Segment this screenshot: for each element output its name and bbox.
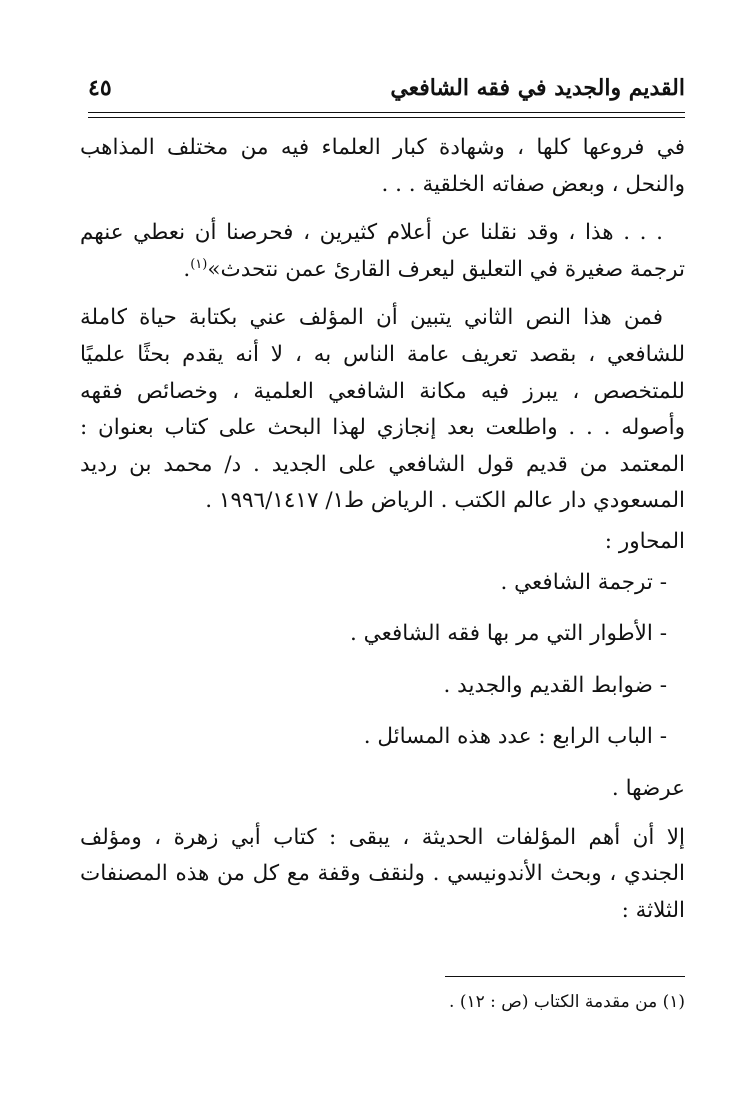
page-body xyxy=(80,130,685,941)
header-rule-bottom xyxy=(88,117,685,118)
header-rule-top xyxy=(88,112,685,113)
page-header xyxy=(88,68,685,108)
list-item: - الأطوار التي مر بها فقه الشافعي . xyxy=(349,621,667,647)
after-list-text: عرضها . xyxy=(611,775,685,801)
footnote-marker: (١) xyxy=(190,256,208,272)
axes-label: المحاور : xyxy=(604,528,685,554)
list-item: - ضوابط القديم والجديد . xyxy=(443,672,667,698)
footnote-separator xyxy=(445,976,685,977)
paragraph-2-text: . . . هذا ، وقد نقلنا عن أعلام كثيرين ، فحرصنا أن نعطي عنهم ترجمة صغيرة في التعليق ليعرف القارئ عمن نتحدث» xyxy=(80,220,685,282)
closing-paragraph: إلا أن أهم المؤلفات الحديثة ، يبقى : كتاب أبي زهرة ، ومؤلف الجندي ، وبحث الأندونيسي . ولنقف وقفة مع كل من هذه المصنفات الثلاثة : xyxy=(80,824,685,923)
paragraph-3: فمن هذا النص الثاني يتبين أن المؤلف عني بكتابة حياة كاملة للشافعي ، بقصد تعريف عامة الناس به ، لا أنه يقدم بحثًا علميًا للمتخصص ، يبرز فيه مكانة الشافعي العلمية ، وخصائص فقهه وأصوله . . . واطلعت بعد إنجازي لهذا البحث على كتاب بعنوان : المعتمد من قديم قول الشافعي على الجديد . د/ محمد بن رديد المسعودي دار عالم الكتب . الرياض ط١/ ١٩٩٦/١٤١٧ . xyxy=(80,305,685,514)
list-item: - ترجمة الشافعي . xyxy=(500,569,667,595)
list-item: - الباب الرابع : عدد هذه المسائل . xyxy=(363,724,667,750)
axes-list xyxy=(80,565,685,756)
running-title: القديم والجديد في فقه الشافعي xyxy=(390,75,685,101)
footnote-text: (١) من مقدمة الكتاب (ص : ١٢) . xyxy=(449,992,685,1012)
page-number: ٤٥ xyxy=(88,75,112,101)
paragraph-2-period: . xyxy=(183,256,191,282)
paragraph-2 xyxy=(80,215,685,288)
paragraph-1: في فروعها كلها ، وشهادة كبار العلماء فيه من مختلف المذاهب والنحل ، وبعض صفاته الخلقية . . . xyxy=(80,135,685,197)
